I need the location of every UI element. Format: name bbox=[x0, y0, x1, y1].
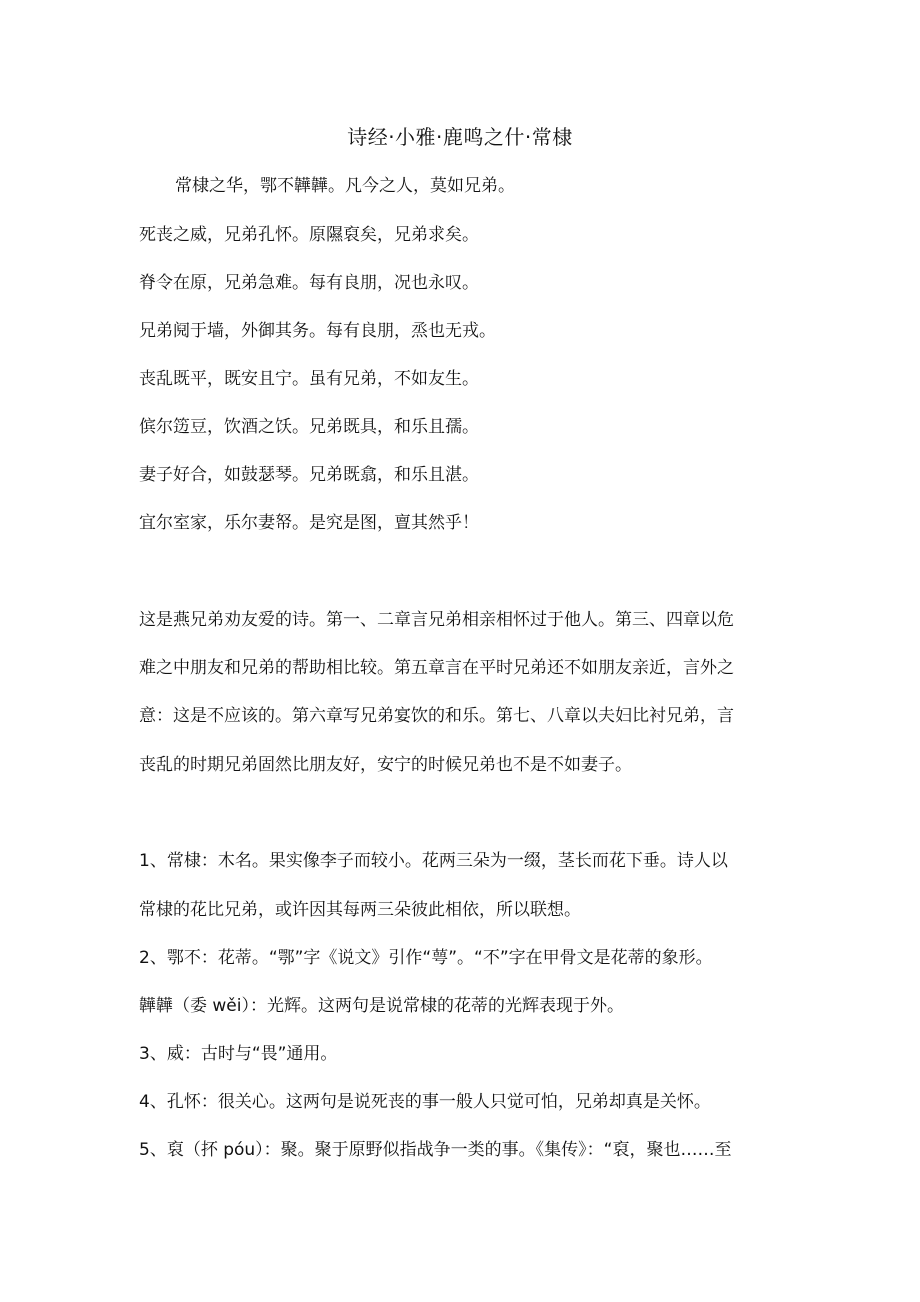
note-line: 韡韡（委 wěi）：光辉。这两句是说常棣的花蒂的光辉表现于外。 bbox=[139, 996, 624, 1016]
poem-line: 妻子好合，如鼓瑟琴。兄弟既翕，和乐且湛。 bbox=[139, 465, 479, 485]
commentary-line: 这是燕兄弟劝友爱的诗。第一、二章言兄弟相亲相怀过于他人。第三、四章以危 bbox=[139, 610, 734, 630]
note-line: 3、威：古时与“畏”通用。 bbox=[139, 1044, 338, 1064]
poem-line: 死丧之威，兄弟孔怀。原隰裒矣，兄弟求矣。 bbox=[139, 225, 479, 245]
poem-line: 常棣之华，鄂不韡韡。凡今之人，莫如兄弟。 bbox=[175, 176, 515, 196]
poem-line: 宜尔室家，乐尔妻帑。是究是图，亶其然乎！ bbox=[139, 513, 479, 533]
note-line: 2、鄂不：花蒂。“鄂”字《说文》引作“萼”。“不”字在甲骨文是花蒂的象形。 bbox=[139, 948, 713, 968]
poem-line: 傧尔笾豆，饮酒之饫。兄弟既具，和乐且孺。 bbox=[139, 417, 479, 437]
page-title: 诗经·小雅·鹿鸣之什·常棣 bbox=[347, 125, 573, 149]
commentary-line: 意：这是不应该的。第六章写兄弟宴饮的和乐。第七、八章以夫妇比衬兄弟，言 bbox=[139, 706, 734, 726]
commentary-line: 难之中朋友和兄弟的帮助相比较。第五章言在平时兄弟还不如朋友亲近，言外之 bbox=[139, 658, 734, 678]
note-line: 1、常棣：木名。果实像李子而较小。花两三朵为一缀，茎长而花下垂。诗人以 bbox=[139, 851, 728, 871]
note-line: 4、孔怀：很关心。这两句是说死丧的事一般人只觉可怕，兄弟却真是关怀。 bbox=[139, 1092, 711, 1112]
note-line: 常棣的花比兄弟，或许因其每两三朵彼此相依，所以联想。 bbox=[139, 900, 581, 920]
poem-line: 兄弟阋于墙，外御其务。每有良朋，烝也无戎。 bbox=[139, 321, 496, 341]
poem-line: 丧乱既平，既安且宁。虽有兄弟，不如友生。 bbox=[139, 369, 479, 389]
note-line: 5、裒（抔 póu）：聚。聚于原野似指战争一类的事。《集传》：“裒，聚也……至 bbox=[139, 1140, 732, 1160]
commentary-line: 丧乱的时期兄弟固然比朋友好，安宁的时候兄弟也不是不如妻子。 bbox=[139, 755, 632, 775]
poem-line: 脊令在原，兄弟急难。每有良朋，况也永叹。 bbox=[139, 273, 479, 293]
